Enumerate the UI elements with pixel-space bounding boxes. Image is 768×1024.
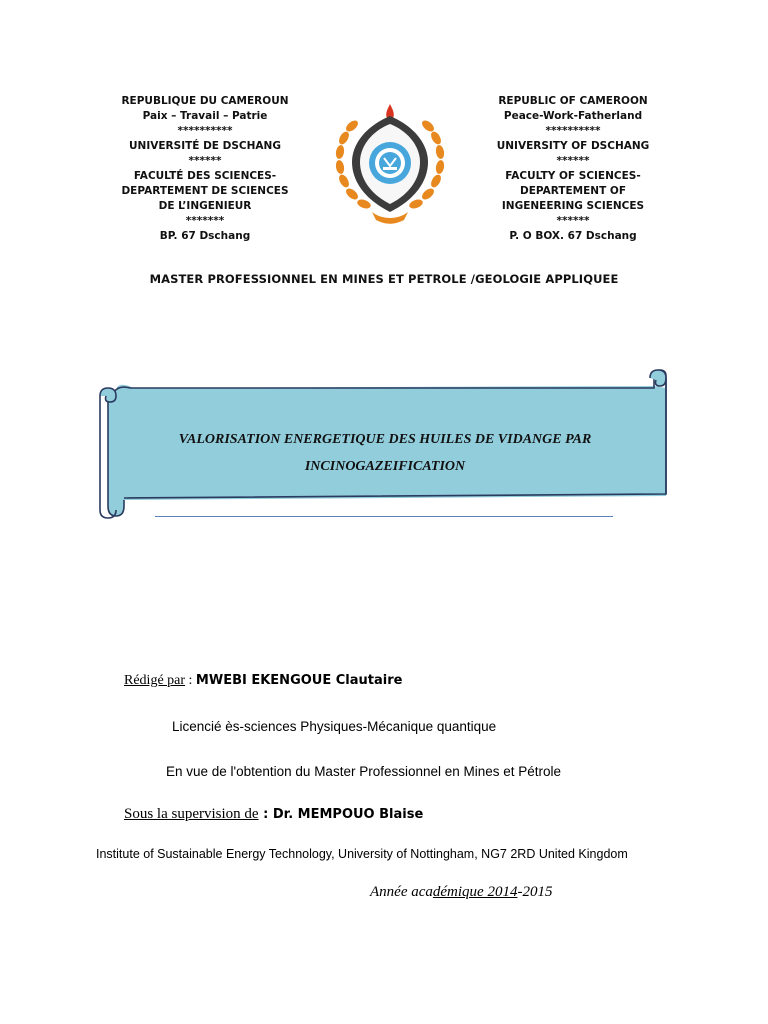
header-en-line: INGENEERING SCIENCES [501, 200, 645, 212]
header-fr-line: BP. 67 Dschang [159, 230, 251, 242]
university-emblem-icon [330, 100, 450, 225]
header-fr-line: UNIVERSITÉ DE DSCHANG [129, 140, 281, 152]
supervision-label: Sous la supervision de [124, 806, 259, 822]
academic-year: Année académique 2014-2015 [370, 884, 553, 900]
header-en-line: UNIVERSITY OF DSCHANG [496, 140, 650, 152]
header-fr-line: Paix – Travail – Patrie [142, 110, 268, 122]
header-en-line: DEPARTEMENT OF [519, 185, 627, 197]
header-en-line: ****** [556, 215, 590, 227]
header-fr-line: REPUBLIQUE DU CAMEROUN [121, 95, 289, 107]
header-fr-line: ******* [185, 215, 225, 227]
program-title: MASTER PROFESSIONNEL EN MINES ET PETROLE /GEOLOGIE APPLIQUEE [149, 272, 619, 286]
author-name: MWEBI EKENGOUE Clautaire [195, 673, 403, 688]
title-divider [155, 516, 613, 517]
header-fr-line: ********** [177, 125, 233, 137]
thesis-title-line2: INCINOGAZEIFICATION [304, 459, 466, 474]
header-english [468, 94, 678, 244]
header-fr-line: DEPARTEMENT DE SCIENCES [121, 185, 289, 197]
header-en-line: ********** [545, 125, 601, 137]
institute-line: Institute of Sustainable Energy Technology, University of Nottingham, NG7 2RD United Kingdom [96, 847, 628, 861]
purpose-line: En vue de l'obtention du Master Professionnel en Mines et Pétrole [166, 764, 562, 779]
supervisor-name: Dr. MEMPOUO Blaise [272, 807, 424, 822]
header-fr-line: FACULTÉ DES SCIENCES- [133, 170, 277, 182]
degree-line: Licencié ès-sciences Physiques-Mécanique quantique [172, 719, 497, 734]
supervision-line: Sous la supervision de : Dr. MEMPOUO Blaise [124, 806, 424, 822]
header-fr-line: ****** [188, 155, 222, 167]
header-french [100, 94, 310, 244]
header-fr-line: DE L’INGENIEUR [158, 200, 252, 212]
header-en-line: P. O BOX. 67 Dschang [509, 230, 637, 242]
header-en-line: Peace-Work-Fatherland [503, 110, 643, 122]
author-label: Rédigé par [124, 673, 186, 688]
header-en-line: REPUBLIC OF CAMEROON [498, 95, 648, 107]
header-en-line: FACULTY OF SCIENCES- [505, 170, 641, 182]
author-line: Rédigé par : MWEBI EKENGOUE Clautaire [124, 673, 403, 688]
thesis-title [130, 426, 640, 480]
thesis-title-line1: VALORISATION ENERGETIQUE DES HUILES DE VIDANGE PAR [178, 432, 592, 447]
header-en-line: ****** [556, 155, 590, 167]
